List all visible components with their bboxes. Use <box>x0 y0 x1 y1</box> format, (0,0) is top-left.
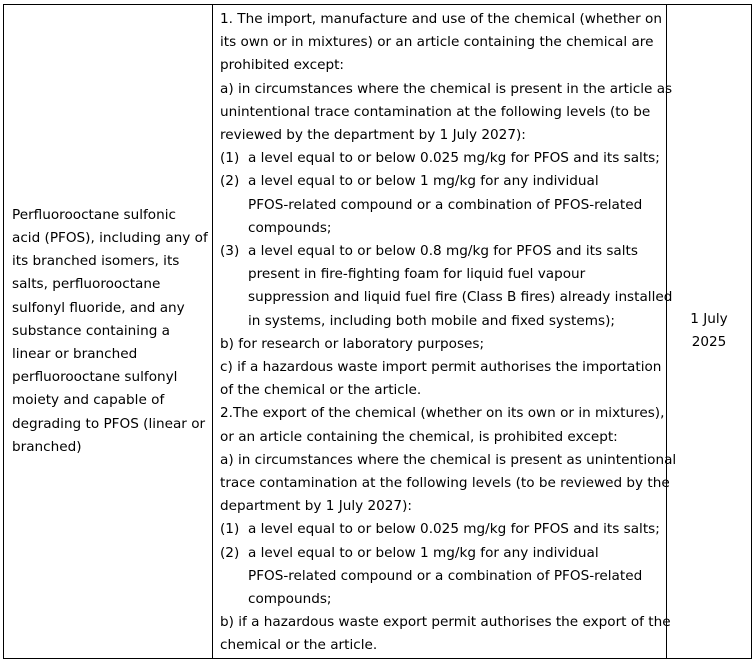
clause-1a <box>220 78 673 148</box>
item-line: a level equal to or below 0.025 mg/kg for PFOS and its salts; <box>248 521 660 538</box>
clause-line: its own or in mixtures) or an article containing the chemical are <box>220 34 654 51</box>
restriction-cell <box>213 5 677 659</box>
clause-line: chemical or the article. <box>220 637 378 654</box>
substance-line: branched) <box>12 438 82 455</box>
item-line: compounds; <box>248 219 332 236</box>
substance-line: salts, perfluorooctane <box>12 276 161 293</box>
substance-line: Perfluorooctane sulfonic <box>12 206 176 223</box>
clause-1a-item-1 <box>220 147 663 170</box>
item-line: present in fire-fighting foam for liquid fuel vapour <box>248 266 586 283</box>
item-line: compounds; <box>248 591 332 608</box>
date-line: 1 July <box>690 311 728 328</box>
substance-line: perfluorooctane sulfonyl <box>12 369 178 386</box>
substance-cell <box>4 5 213 659</box>
substance-line: sulfonyl fluoride, and any <box>12 299 185 316</box>
clause-line: b) if a hazardous waste export permit authorises the export of the <box>220 614 671 631</box>
clause-2a <box>220 449 677 519</box>
clause-line: unintentional trace contamination at the following levels (to be <box>220 103 651 120</box>
item-line: in systems, including both mobile and fixed systems); <box>248 312 615 329</box>
item-line: suppression and liquid fuel fire (Class B fires) already installed <box>248 289 673 306</box>
clause-line: reviewed by the department by 1 July 2027): <box>220 127 526 144</box>
date-line: 2025 <box>691 334 727 351</box>
item-line: a level equal to or below 1 mg/kg for any individual <box>248 544 599 561</box>
item-number: (1) <box>220 521 240 538</box>
clause-line: b) for research or laboratory purposes; <box>220 335 485 352</box>
clause-line: trace contamination at the following levels (to be reviewed by the <box>220 475 670 492</box>
clause-2a-item-1 <box>220 518 663 541</box>
item-line: PFOS-related compound or a combination of PFOS-related <box>248 196 643 213</box>
substance-line: acid (PFOS), including any of <box>12 229 208 246</box>
regulation-table <box>3 4 752 659</box>
clause-2a-item-2 <box>220 542 663 612</box>
item-line: a level equal to or below 1 mg/kg for any individual <box>248 173 599 190</box>
clause-line: c) if a hazardous waste import permit authorises the importation <box>220 359 662 376</box>
clause-line: a) in circumstances where the chemical is present as unintentional <box>220 451 677 468</box>
clause-line: of the chemical or the article. <box>220 382 422 399</box>
clause-line: 1. The import, manufacture and use of the chemical (whether on <box>220 11 662 27</box>
clause-line: or an article containing the chemical, is prohibited except: <box>220 428 618 445</box>
table-row <box>4 5 752 659</box>
clause-line: a) in circumstances where the chemical is present in the article as <box>220 80 673 97</box>
item-line: a level equal to or below 0.8 mg/kg for PFOS and its salts <box>248 243 638 260</box>
substance-line: substance containing a <box>12 322 170 339</box>
item-line: a level equal to or below 0.025 mg/kg for PFOS and its salts; <box>248 150 660 167</box>
substance-line: degrading to PFOS (linear or <box>12 415 206 432</box>
clause-1-intro <box>220 8 663 78</box>
clause-line: 2.The export of the chemical (whether on its own or in mixtures), <box>220 405 665 422</box>
clause-line: department by 1 July 2027): <box>220 498 412 515</box>
substance-line: linear or branched <box>12 345 138 362</box>
clause-2b <box>220 611 671 657</box>
substance-line: its branched isomers, its <box>12 253 180 270</box>
clause-1c <box>220 356 663 402</box>
clause-1b <box>220 333 663 356</box>
clause-line: prohibited except: <box>220 57 344 74</box>
effective-date-cell <box>667 5 752 659</box>
clause-2-intro <box>220 402 663 448</box>
item-number: (1) <box>220 150 240 167</box>
item-number: (2) <box>220 173 240 190</box>
clause-1a-item-2 <box>220 170 663 240</box>
substance-line: moiety and capable of <box>12 392 165 409</box>
item-number: (2) <box>220 544 240 561</box>
item-line: PFOS-related compound or a combination of PFOS-related <box>248 567 643 584</box>
item-number: (3) <box>220 243 240 260</box>
clause-1a-item-3 <box>220 240 673 333</box>
